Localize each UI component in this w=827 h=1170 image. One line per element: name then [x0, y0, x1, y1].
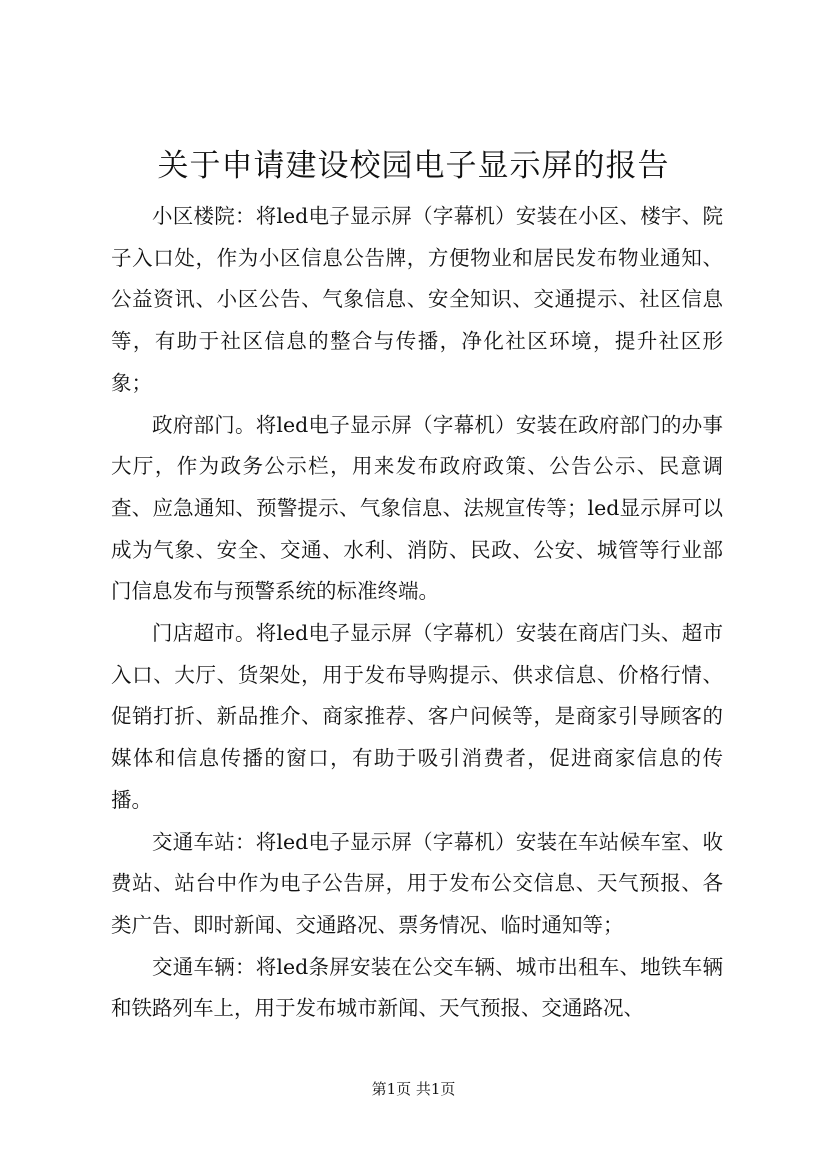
paragraph-stations: 交通车站：将led电子显示屏（字幕机）安装在车站候车室、收费站、站台中作为电子公告屏，用于发布公交信息、天气预报、各类广告、即时新闻、交通路况、票务情况、临时通知等；	[111, 829, 723, 937]
paragraph-stores: 门店超市。将led电子显示屏（字幕机）安装在商店门头、超市入口、大厅、货架处，用于发布导购提示、供求信息、价格行情、促销打折、新品推介、商家推荐、客户问候等，是商家引导顾客的媒体和信息传播的窗口，有助于吸引消费者，促进商家信息的传播。	[111, 621, 723, 812]
document-title: 关于申请建设校园电子显示屏的报告	[157, 148, 670, 184]
paragraph-vehicles: 交通车辆：将led条屏安装在公交车辆、城市出租车、地铁车辆和铁路列车上，用于发布城市新闻、天气预报、交通路况、	[111, 954, 723, 1021]
paragraph-government: 政府部门。将led电子显示屏（字幕机）安装在政府部门的办事大厅，作为政务公示栏，用来发布政府政策、公告公示、民意调查、应急通知、预警提示、气象信息、法规宣传等；led显示屏可以成为气象、安全、交通、水利、消防、民政、公安、城管等行业部门信息发布与预警系统的标准终端。	[111, 412, 723, 604]
paragraph-residential: 小区楼院：将led电子显示屏（字幕机）安装在小区、楼宇、院子入口处，作为小区信息公告牌，方便物业和居民发布物业通知、公益资讯、小区公告、气象信息、安全知识、交通提示、社区信息等，有助于社区信息的整合与传播，净化社区环境，提升社区形象；	[111, 204, 723, 395]
page-number-footer: 第1页 共1页	[371, 1080, 456, 1098]
document-body	[111, 196, 723, 1030]
